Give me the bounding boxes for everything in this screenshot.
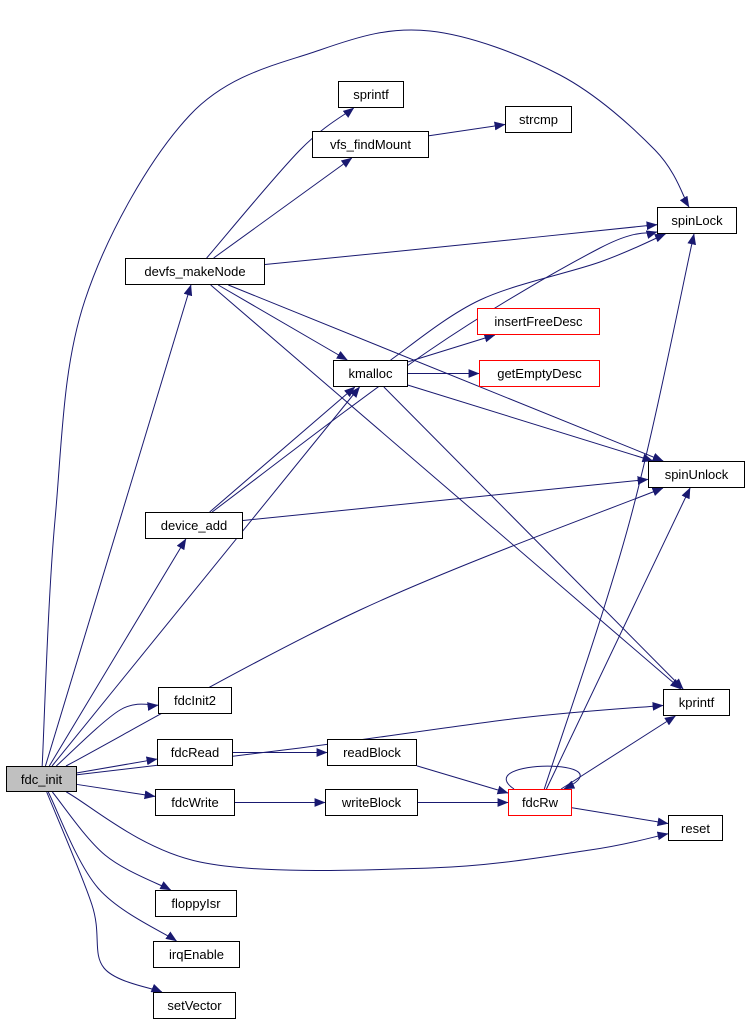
edge-fdc_init-setVector <box>47 792 162 992</box>
edge-fdc_init-fdcRead <box>77 759 157 773</box>
edge-devfs_makeNode-spinLock <box>265 225 657 265</box>
node-spinLock[interactable]: spinLock <box>657 207 737 234</box>
node-fdc_init[interactable]: fdc_init <box>6 766 77 792</box>
node-readBlock[interactable]: readBlock <box>327 739 417 766</box>
node-vfs_findMount[interactable]: vfs_findMount <box>312 131 429 158</box>
edge-readBlock-fdcRw <box>417 766 508 793</box>
node-setVector[interactable]: setVector <box>153 992 236 1019</box>
edge-devfs_makeNode-vfs_findMount <box>214 158 352 258</box>
node-fdcRead[interactable]: fdcRead <box>157 739 233 766</box>
node-reset[interactable]: reset <box>668 815 723 841</box>
node-insertFreeDesc[interactable]: insertFreeDesc <box>477 308 600 335</box>
node-devfs_makeNode[interactable]: devfs_makeNode <box>125 258 265 285</box>
edge-fdc_init-fdcWrite <box>77 784 155 796</box>
edge-kmalloc-kprintf <box>384 387 683 689</box>
edge-kmalloc-spinLock <box>391 234 666 360</box>
node-kmalloc[interactable]: kmalloc <box>333 360 408 387</box>
node-kprintf[interactable]: kprintf <box>663 689 730 716</box>
edge-kmalloc-insertFreeDesc <box>408 335 495 362</box>
edge-fdc_init-fdcInit2 <box>56 704 158 766</box>
edge-device_add-spinUnlock <box>243 479 648 520</box>
edge-device_add-kmalloc <box>210 387 355 512</box>
edge-fdcRw-spinUnlock <box>546 488 690 789</box>
edge-fdc_init-device_add <box>49 539 186 766</box>
edge-vfs_findMount-strcmp <box>429 124 505 135</box>
edge-fdcRw-kprintf <box>561 716 675 789</box>
node-device_add[interactable]: device_add <box>145 512 243 539</box>
node-fdcWrite[interactable]: fdcWrite <box>155 789 235 816</box>
node-irqEnable[interactable]: irqEnable <box>153 941 240 968</box>
edge-fdcRw-reset <box>572 808 668 824</box>
node-spinUnlock[interactable]: spinUnlock <box>648 461 745 488</box>
edge-devfs_makeNode-kprintf <box>211 285 681 689</box>
node-getEmptyDesc[interactable]: getEmptyDesc <box>479 360 600 387</box>
node-sprintf[interactable]: sprintf <box>338 81 404 108</box>
node-fdcRw[interactable]: fdcRw <box>508 789 572 816</box>
node-writeBlock[interactable]: writeBlock <box>325 789 418 816</box>
edge-devfs_makeNode-kmalloc <box>218 285 347 360</box>
edge-fdcRw-fdcRw <box>506 766 580 789</box>
edge-kmalloc-spinUnlock <box>408 385 653 461</box>
node-floppyIsr[interactable]: floppyIsr <box>155 890 237 917</box>
node-fdcInit2[interactable]: fdcInit2 <box>158 687 232 714</box>
node-strcmp[interactable]: strcmp <box>505 106 572 133</box>
